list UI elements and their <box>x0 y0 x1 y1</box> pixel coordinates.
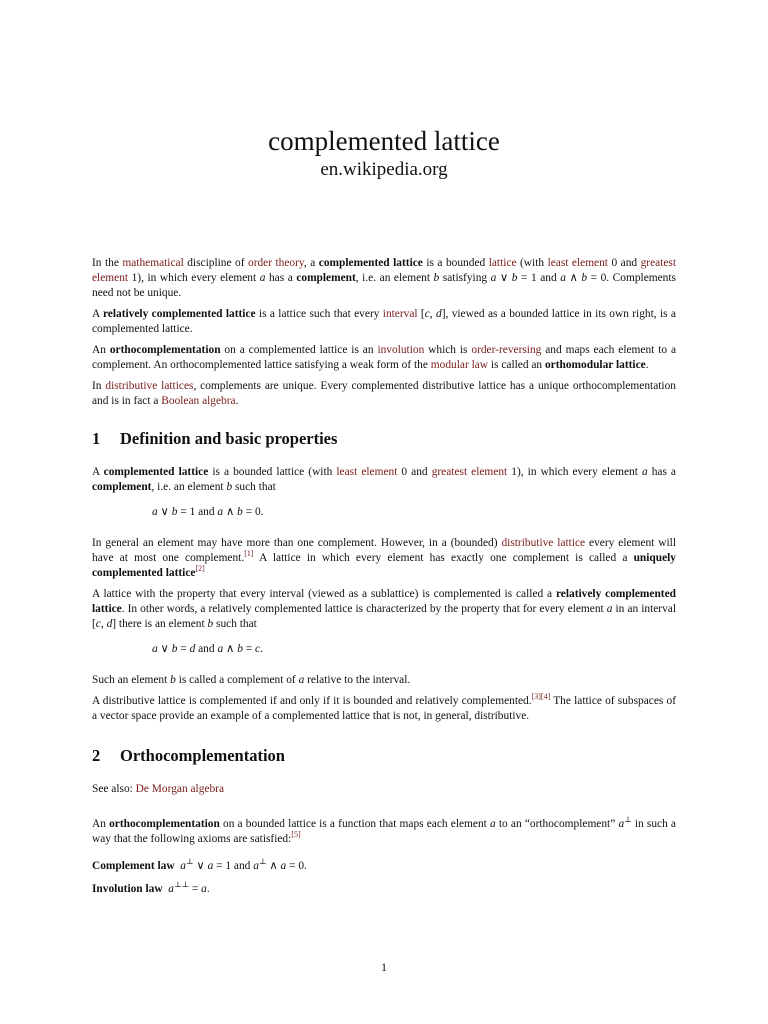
text: is called an <box>488 359 545 371</box>
page-title: complemented lattice <box>268 126 500 156</box>
math-var: a <box>207 860 214 872</box>
text: ∧ <box>266 860 281 872</box>
math-op: ∧ <box>223 506 238 518</box>
text: every element will have at most one complement. <box>92 537 676 564</box>
text: . <box>206 883 210 895</box>
text: Such an element <box>92 674 171 686</box>
math-var: b <box>511 272 518 284</box>
text: The lattice of subspaces of a vector space provide an example of a complemented lattice that is not, in general, distributive. <box>92 695 676 722</box>
math-var: d <box>189 643 196 655</box>
math-var: b <box>226 481 233 493</box>
math-var: a <box>253 860 259 872</box>
text: 1), in which every element <box>507 466 642 478</box>
text: A <box>92 466 104 478</box>
section-heading-orthocomplementation <box>92 746 676 766</box>
section2-paragraph-1 <box>92 817 676 847</box>
section-heading-definition <box>92 429 676 449</box>
math-var: a <box>180 860 186 872</box>
intro-paragraph-3 <box>92 343 676 373</box>
citation-2[interactable]: [2] <box>195 564 205 574</box>
text: See also: <box>92 783 136 795</box>
term-relatively-complemented-lattice: relatively complemented lattice <box>102 308 256 320</box>
text: , complements are unique. Every complemented distributive lattice has a unique orthocomplementation and is in fact a <box>92 380 676 407</box>
term-relatively-complemented-lattice: relatively complemented lattice <box>92 588 676 615</box>
section1-paragraph-3 <box>92 587 676 632</box>
text: and maps each element to a complement. An orthocomplemented lattice satisfying a weak form of the <box>92 344 676 371</box>
text: = <box>189 883 202 895</box>
intro-paragraph-4 <box>92 379 676 409</box>
text: is called a complement of <box>175 674 299 686</box>
citation-3-4[interactable]: [3][4] <box>531 692 551 702</box>
math-var: a <box>217 643 224 655</box>
text: on a bounded lattice is a function that maps each element <box>219 818 490 830</box>
intro-paragraph-2 <box>92 307 676 337</box>
math-op: ∨ <box>157 506 172 518</box>
math-op: ∧ <box>223 643 238 655</box>
section-number: 1 <box>92 429 101 448</box>
formula-relative-complement <box>92 642 676 657</box>
text: A lattice in which every element has exactly one complement is called a <box>253 552 634 564</box>
math-var: a <box>298 674 305 686</box>
see-also-note <box>92 782 676 797</box>
law-label: Complement law <box>92 860 175 872</box>
link-de-morgan-algebra[interactable]: De Morgan algebra <box>135 783 225 795</box>
link-lattice[interactable]: lattice <box>488 257 517 269</box>
text: to an “orthocomplement” <box>495 818 619 830</box>
perp-symbol: ⊥⊥ <box>174 880 190 890</box>
math-var: a <box>152 643 158 655</box>
math-var: a <box>490 272 497 284</box>
text: satisfying <box>439 272 491 284</box>
perp-symbol: ⊥ <box>624 815 632 825</box>
page-source: en.wikipedia.org <box>320 159 448 180</box>
text: A lattice with the property that every interval (viewed as a sublattice) is complemented is called a <box>92 588 556 600</box>
section-title: Definition and basic properties <box>120 429 338 448</box>
text: , i.e. an element <box>355 272 434 284</box>
math-var: d <box>436 308 442 320</box>
text: , <box>100 618 107 630</box>
text: discipline of <box>183 257 248 269</box>
section1-paragraph-5 <box>92 694 676 724</box>
link-distributive-lattice[interactable]: distributive lattice <box>501 537 586 549</box>
text: ], viewed as a bounded lattice in its own right, is a complemented lattice. <box>92 308 676 335</box>
text: [ <box>417 308 425 320</box>
text: ∨ <box>496 272 512 284</box>
text: = 1 and <box>517 272 561 284</box>
text: = 1 and <box>213 860 254 872</box>
citation-5[interactable]: [5] <box>291 830 301 840</box>
text: = 0. <box>242 506 264 518</box>
math-var: a <box>259 272 266 284</box>
text: . <box>260 643 263 655</box>
text: = <box>177 643 190 655</box>
math-var: a <box>201 883 207 895</box>
link-mathematical[interactable]: mathematical <box>122 257 184 269</box>
link-modular-law[interactable]: modular law <box>430 359 489 371</box>
math-var: d <box>106 618 113 630</box>
link-greatest-element[interactable]: greatest element <box>431 466 508 478</box>
text: A <box>92 308 103 320</box>
article-body <box>92 256 676 903</box>
link-distributive-lattices[interactable]: distributive lattices <box>105 380 194 392</box>
section-title: Orthocomplementation <box>120 746 285 765</box>
text: , <box>429 308 436 320</box>
math-var: a <box>641 466 648 478</box>
text: and <box>195 643 218 655</box>
text: In <box>92 380 106 392</box>
section-number: 2 <box>92 746 101 765</box>
text: such that <box>232 481 276 493</box>
text: on a complemented lattice is an <box>220 344 378 356</box>
text: , i.e. an element <box>151 481 227 493</box>
math-var: c <box>255 643 261 655</box>
law-label: Involution law <box>92 883 163 895</box>
text: A distributive lattice is complemented if and only if it is bounded and relatively complemented. <box>92 695 532 707</box>
text: is a bounded lattice (with <box>208 466 337 478</box>
text: ∧ <box>565 272 582 284</box>
term-complemented-lattice: complemented lattice <box>103 466 209 478</box>
text: has a <box>265 272 297 284</box>
term-complement: complement <box>92 481 152 493</box>
math-var: b <box>171 643 178 655</box>
text: such that <box>213 618 257 630</box>
math-var: c <box>95 618 101 630</box>
math-var: a <box>560 272 566 284</box>
text: . <box>235 395 239 407</box>
text: is a lattice such that every <box>255 308 383 320</box>
term-orthomodular-lattice: orthomodular lattice <box>544 359 646 371</box>
math-var: b <box>433 272 440 284</box>
text: relative to the interval. <box>304 674 411 686</box>
text: In the <box>92 257 123 269</box>
perp-symbol: ⊥ <box>185 857 194 867</box>
text: is a bounded <box>422 257 489 269</box>
math-var: a <box>618 818 625 830</box>
text: = 0. <box>286 860 307 872</box>
citation-1[interactable]: [1] <box>244 549 254 559</box>
math-var: b <box>237 643 243 655</box>
text: (with <box>516 257 548 269</box>
involution-law <box>92 882 676 897</box>
link-least-element[interactable]: least element <box>336 466 398 478</box>
formula-complement <box>92 505 676 520</box>
math-var: a <box>280 860 287 872</box>
math-var: b <box>207 618 214 630</box>
text: . In other words, a relatively complemented lattice is characterized by the property that for every element <box>121 603 607 615</box>
math-var: b <box>237 506 243 518</box>
math-var: b <box>171 506 178 518</box>
link-interval[interactable]: interval <box>382 308 418 320</box>
text: has a <box>647 466 676 478</box>
link-greatest-element[interactable]: greatest element <box>92 257 677 284</box>
math-var: a <box>217 506 224 518</box>
page-number: 1 <box>381 960 387 974</box>
section1-paragraph-1 <box>92 465 676 495</box>
text: An <box>92 344 110 356</box>
math-var: a <box>168 883 174 895</box>
text: = 1 and <box>177 506 218 518</box>
link-least-element[interactable]: least element <box>547 257 608 269</box>
text: in such a way that the following axioms are satisfied: <box>92 818 676 845</box>
text: . <box>645 359 649 371</box>
text: in an interval [ <box>92 603 677 630</box>
text: An <box>92 818 110 830</box>
math-var: b <box>170 674 176 686</box>
math-var: a <box>606 603 613 615</box>
text: , a <box>303 257 319 269</box>
text: = 0. Complements need not be unique. <box>92 272 676 299</box>
text: 0 and <box>607 257 641 269</box>
term-uniquely-complemented-lattice: uniquely complemented lattice <box>92 552 676 579</box>
text: ] there is an element <box>112 618 208 630</box>
link-involution[interactable]: involution <box>377 344 425 356</box>
perp-symbol: ⊥ <box>258 857 267 867</box>
math-var: a <box>490 818 496 830</box>
link-order-theory[interactable]: order theory <box>248 257 304 269</box>
section1-paragraph-4 <box>92 673 676 688</box>
intro-paragraph-1 <box>92 256 676 301</box>
link-boolean-algebra[interactable]: Boolean algebra <box>161 395 236 407</box>
complement-law <box>92 859 676 874</box>
link-order-reversing[interactable]: order-reversing <box>471 344 542 356</box>
text: 1), in which every element <box>128 272 260 284</box>
text: 0 and <box>397 466 432 478</box>
math-var: c <box>424 308 430 320</box>
term-complemented-lattice: complemented lattice <box>318 257 423 269</box>
math-var: b <box>581 272 588 284</box>
text: which is <box>424 344 472 356</box>
term-orthocomplementation: orthocomplementation <box>109 344 221 356</box>
text: = <box>242 643 256 655</box>
term-orthocomplementation: orthocomplementation <box>109 818 220 830</box>
text: In general an element may have more than one complement. However, in a (bounded) <box>92 537 502 549</box>
term-complement: complement <box>296 272 356 284</box>
math-op: ∨ <box>157 643 172 655</box>
section1-paragraph-2 <box>92 536 676 581</box>
math-var: a <box>152 506 158 518</box>
text: ∨ <box>193 860 208 872</box>
title-block <box>0 124 768 182</box>
